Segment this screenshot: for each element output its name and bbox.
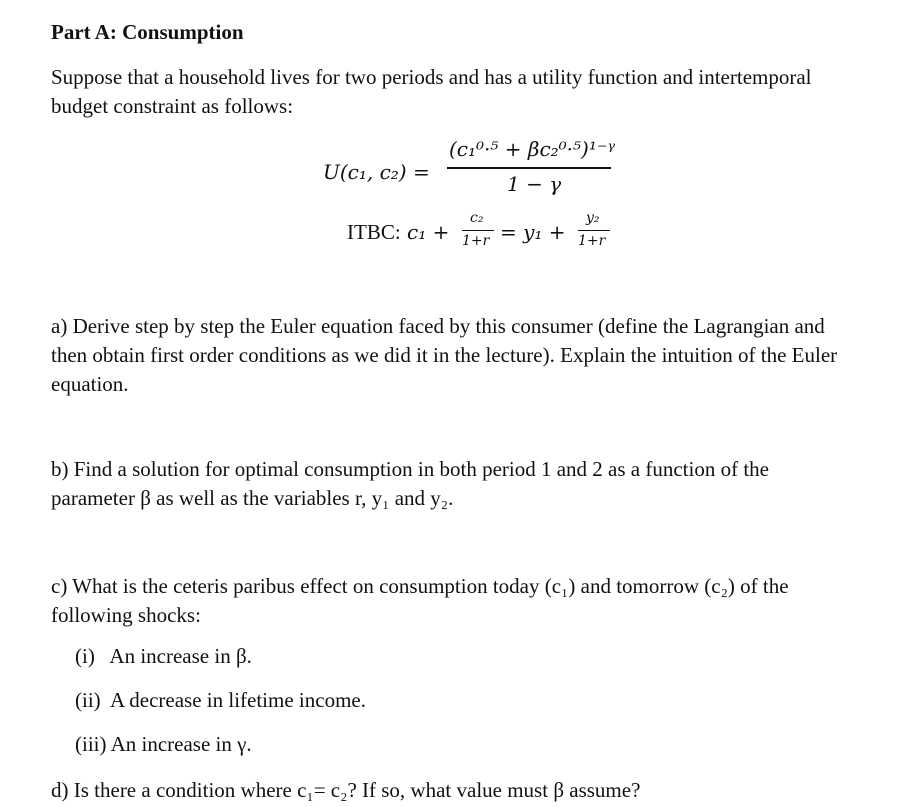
question-a-line-2: then obtain first order conditions as we did it in the lecture). Explain the intuition of the Euler <box>51 343 838 367</box>
utility-numerator: (c₁⁰·⁵ + βc₂⁰·⁵)¹⁻ᵞ <box>449 137 615 161</box>
utility-lhs: U(c₁, c₂) = <box>323 160 430 184</box>
question-a-line-1: a) Derive step by step the Euler equation faced by this consumer (define the Lagrangian and <box>51 314 825 338</box>
question-d-line-1: d) Is there a condition where c₁= c₂? If so, what value must β assume? <box>51 778 641 802</box>
question-c-line-2: following shocks: <box>51 603 201 627</box>
utility-fraction-bar <box>447 167 611 169</box>
question-c <box>51 572 901 630</box>
question-d <box>51 776 901 805</box>
itbc-eq: = y₁ + <box>500 220 566 244</box>
itbc-label: ITBC: <box>347 220 401 244</box>
question-c-item-3: (iii) An increase in γ. <box>75 732 252 756</box>
itbc-frac2-denominator: 1+r <box>578 233 606 249</box>
itbc-frac2-numerator: y₂ <box>586 210 600 226</box>
section-heading: Part A: Consumption <box>51 20 244 44</box>
itbc-c1: c₁ + <box>407 220 450 244</box>
itbc-frac2-bar <box>578 230 610 231</box>
question-c-item-2: (ii) A decrease in lifetime income. <box>75 688 366 712</box>
utility-denominator: 1 − γ <box>507 172 562 196</box>
question-a-line-3: equation. <box>51 372 129 396</box>
intro-line-1: Suppose that a household lives for two periods and has a utility function and intertemporal <box>51 65 812 89</box>
question-b <box>51 455 901 513</box>
intro-line-2: budget constraint as follows: <box>51 94 294 118</box>
itbc-frac1-bar <box>462 230 494 231</box>
question-a <box>51 312 901 399</box>
question-b-line-1: b) Find a solution for optimal consumption in both period 1 and 2 as a function of the <box>51 457 769 481</box>
itbc-frac1-numerator: c₂ <box>470 210 484 226</box>
question-c-item-1: (i) An increase in β. <box>75 644 252 668</box>
question-c-line-1: c) What is the ceteris paribus effect on consumption today (c₁) and tomorrow (c₂) of the <box>51 574 789 598</box>
intro-paragraph <box>51 63 901 121</box>
question-b-line-2: parameter β as well as the variables r, y₁ and y₂. <box>51 486 454 510</box>
itbc-frac1-denominator: 1+r <box>462 233 490 249</box>
